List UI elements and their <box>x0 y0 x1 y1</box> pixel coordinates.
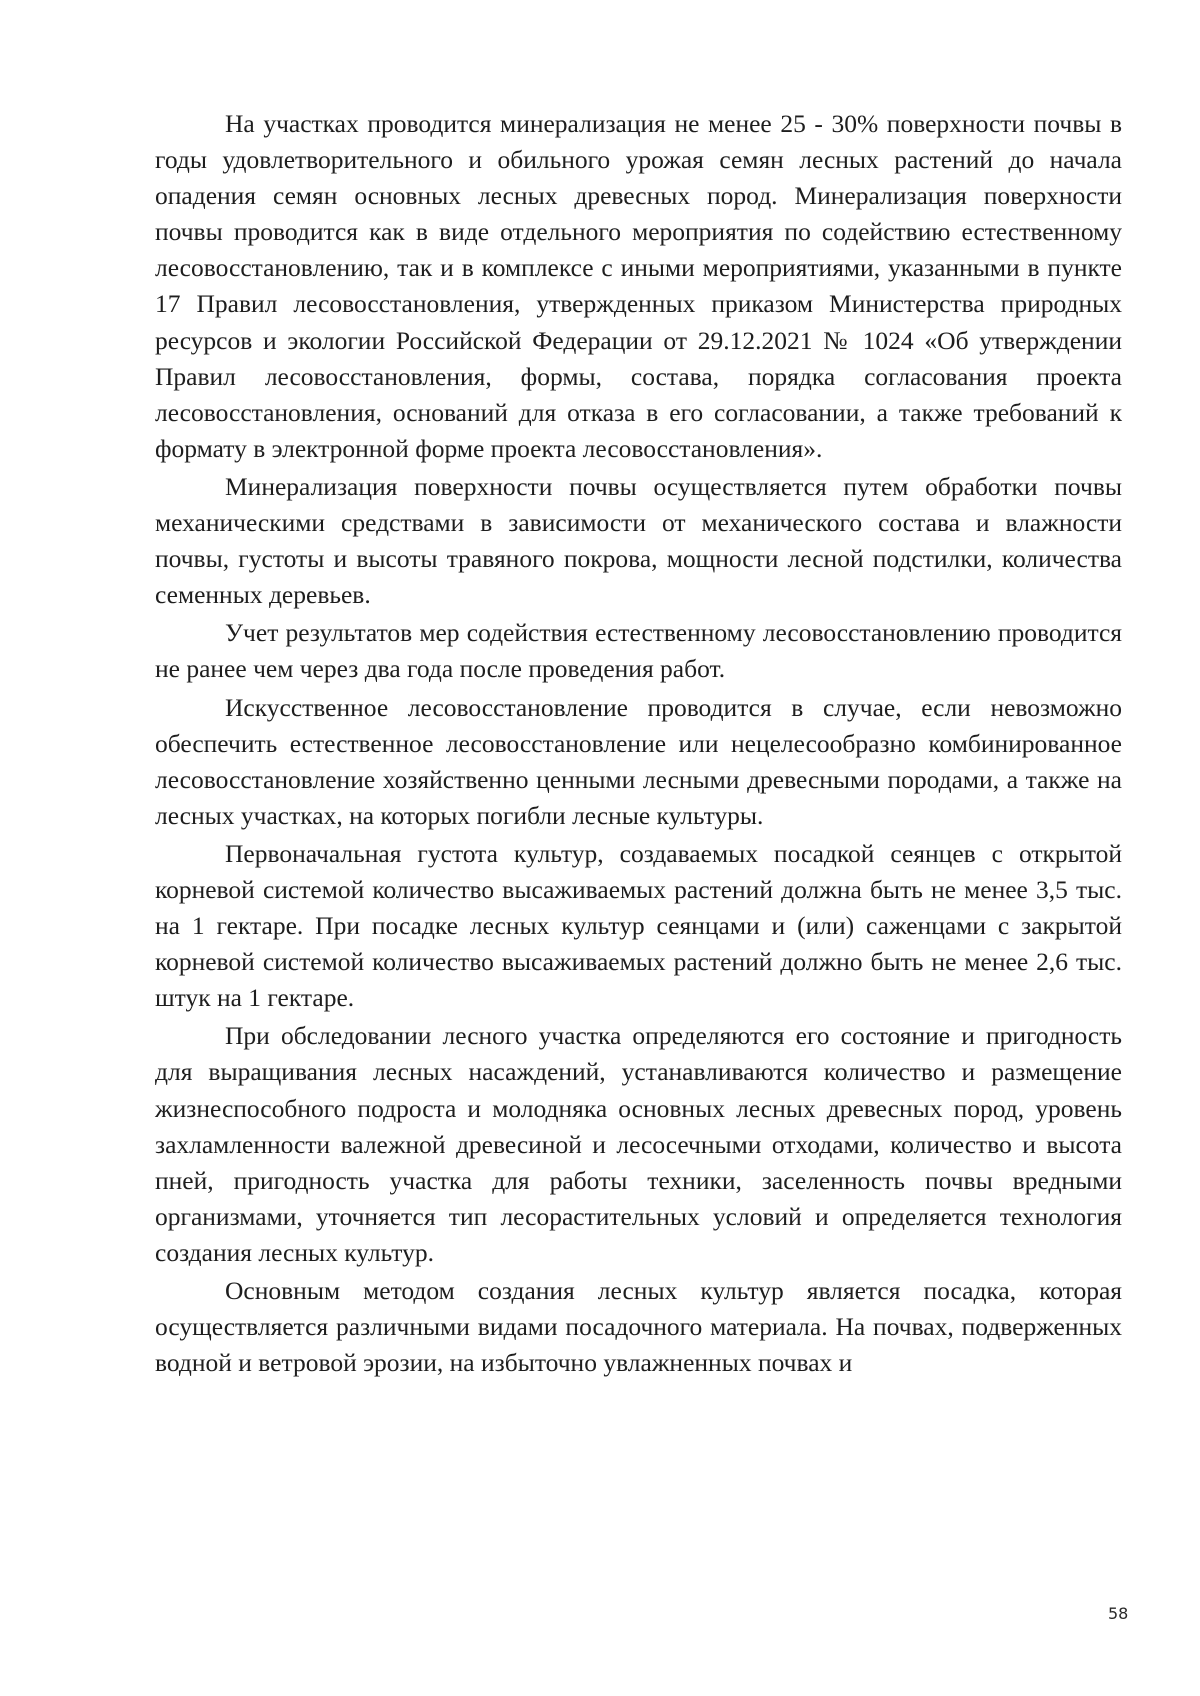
paragraph-planting-method: Основным методом создания лесных культур является посадка, которая осуществляется различными видами посадочного материала. На почвах, подверженных водной и ветровой эрозии, на избыточно увлажненных почвах и <box>155 1276 1122 1378</box>
paragraph-initial-density: Первоначальная густота культур, создаваемых посадкой сеянцев с открытой корневой системой количество высаживаемых растений должна быть не менее 3,5 тыс. на 1 гектаре. При посадке лесных культур сеянцами и (или) саженцами с закрытой корневой системой количество высаживаемых растений должно быть не менее 2,6 тыс. штук на 1 гектаре. <box>155 838 1122 1013</box>
paragraph-site-survey: При обследовании лесного участка определяются его состояние и пригодность для выращивания лесных насаждений, устанавливаются количество и размещение жизнеспособного подроста и молодняка основных лесных древесных пород, уровень захламленности валежной древесиной и лесосечными отходами, количество и высота пней, пригодность участка для работы техники, заселенность почвы вредными организмами, уточняется тип лесорастительных условий и определяется технология создания лесных культур. <box>155 1021 1122 1267</box>
paragraph-mineralization: На участках проводится минерализация не менее 25 - 30% поверхности почвы в годы удовлетворительного и обильного урожая семян лесных растений до начала опадения семян основных лесных древесных пород. Минерализация поверхности почвы проводится как в виде отдельного мероприятия по содействию естественному лесовосстановлению, так и в комплексе с иными мероприятиями, указанными в пункте 17 Правил лесовосстановления, утвержденных приказом Министерства природных ресурсов и экологии Российской Федерации от 29.12.2021 № 1024 «Об утверждении Правил лесовосстановления, формы, состава, порядка согласования проекта лесовосстановления, оснований для отказа в его согласовании, а также требований к формату в электронной форме проекта лесовосстановления». <box>155 109 1122 463</box>
paragraph-results-accounting: Учет результатов мер содействия естественному лесовосстановлению проводится не ранее чем через два года после проведения работ. <box>155 618 1122 684</box>
document-body <box>155 106 1122 1383</box>
paragraph-artificial-reforestation: Искусственное лесовосстановление проводится в случае, если невозможно обеспечить естественное лесовосстановление или нецелесообразно комбинированное лесовосстановление хозяйственно ценными лесными древесными породами, а также на лесных участках, на которых погибли лесные культуры. <box>155 692 1122 830</box>
paragraph-mineralization-method: Минерализация поверхности почвы осуществляется путем обработки почвы механическими средствами в зависимости от механического состава и влажности почвы, густоты и высоты травяного покрова, мощности лесной подстилки, количества семенных деревьев. <box>155 471 1122 610</box>
page-number: 58 <box>1108 1604 1129 1623</box>
